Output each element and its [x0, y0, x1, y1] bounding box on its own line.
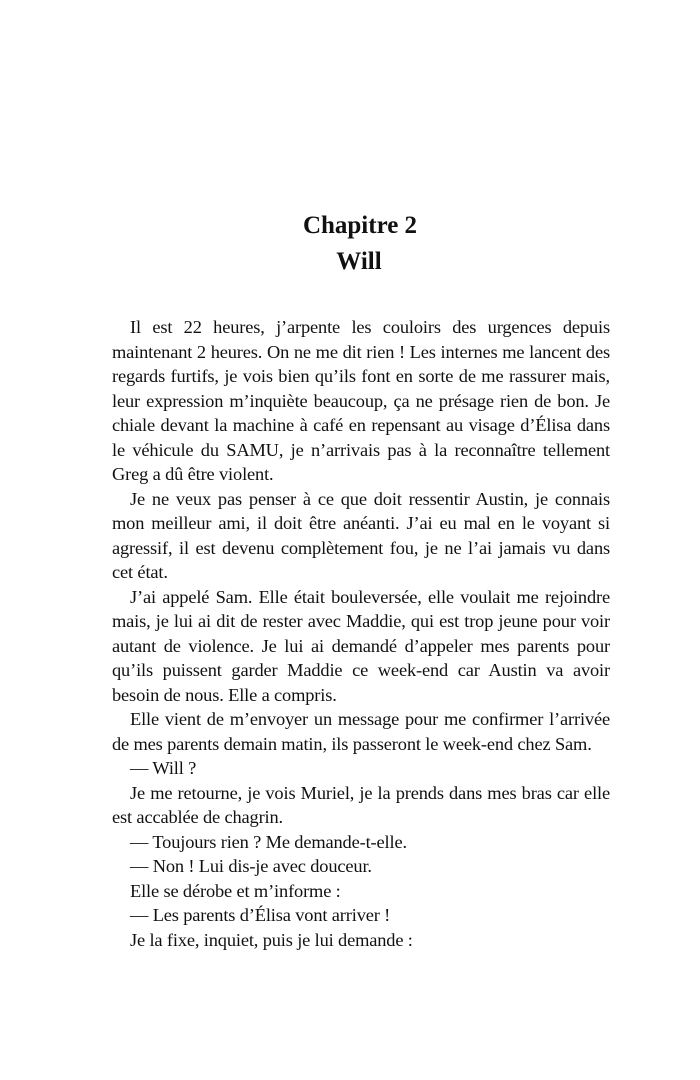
paragraph: J’ai appelé Sam. Elle était bouleversée, elle voulait me rejoindre mais, je lui ai dit de rester avec Maddie, qui est trop jeune pour voir autant de violence. Je lui ai demandé d’appeler mes parents pour qu’ils puissent garder Maddie ce week-end car Austin va avoir besoin de nous. Elle a compris.: [112, 586, 610, 705]
paragraph: Elle vient de m’envoyer un message pour me confirmer l’arrivée de mes parents demain matin, ils passeront le week-end chez Sam.: [112, 709, 610, 754]
paragraph: Je la fixe, inquiet, puis je lui demande :: [130, 929, 413, 950]
paragraph: Je ne veux pas penser à ce que doit ressentir Austin, je connais mon meilleur ami, il doit être anéanti. J’ai eu mal en le voyant si agressif, il est devenu complètement fou, je ne l’ai jamais vu dans cet état.: [112, 488, 610, 582]
dialogue-line: — Les parents d’Élisa vont arriver !: [130, 905, 391, 925]
chapter-heading: [0, 208, 700, 280]
chapter-body: [112, 315, 610, 952]
paragraph: Il est 22 heures, j’arpente les couloirs des urgences depuis maintenant 2 heures. On ne me dit rien ! Les internes me lancent des regards furtifs, je vois bien qu’ils font en sorte de me rassurer mais, leur expression m’inquiète beaucoup, ça ne présage rien de bon. Je chiale devant la machine à café en repensant au visage d’Élisa dans le véhicule du SAMU, je n’arrivais pas à la reconnaître tellement Greg a dû être violent.: [112, 317, 610, 484]
dialogue-line: — Non ! Lui dis-je avec douceur.: [130, 856, 372, 876]
chapter-title: Chapitre 2: [302, 212, 418, 239]
paragraph: Je me retourne, je vois Muriel, je la prends dans mes bras car elle est accablée de chagrin.: [112, 782, 610, 827]
dialogue-line: — Toujours rien ? Me demande-t-elle.: [130, 831, 407, 852]
paragraph: Elle se dérobe et m’informe :: [130, 880, 341, 901]
dialogue-line: — Will ?: [130, 758, 197, 778]
chapter-subtitle: Will: [336, 248, 382, 275]
